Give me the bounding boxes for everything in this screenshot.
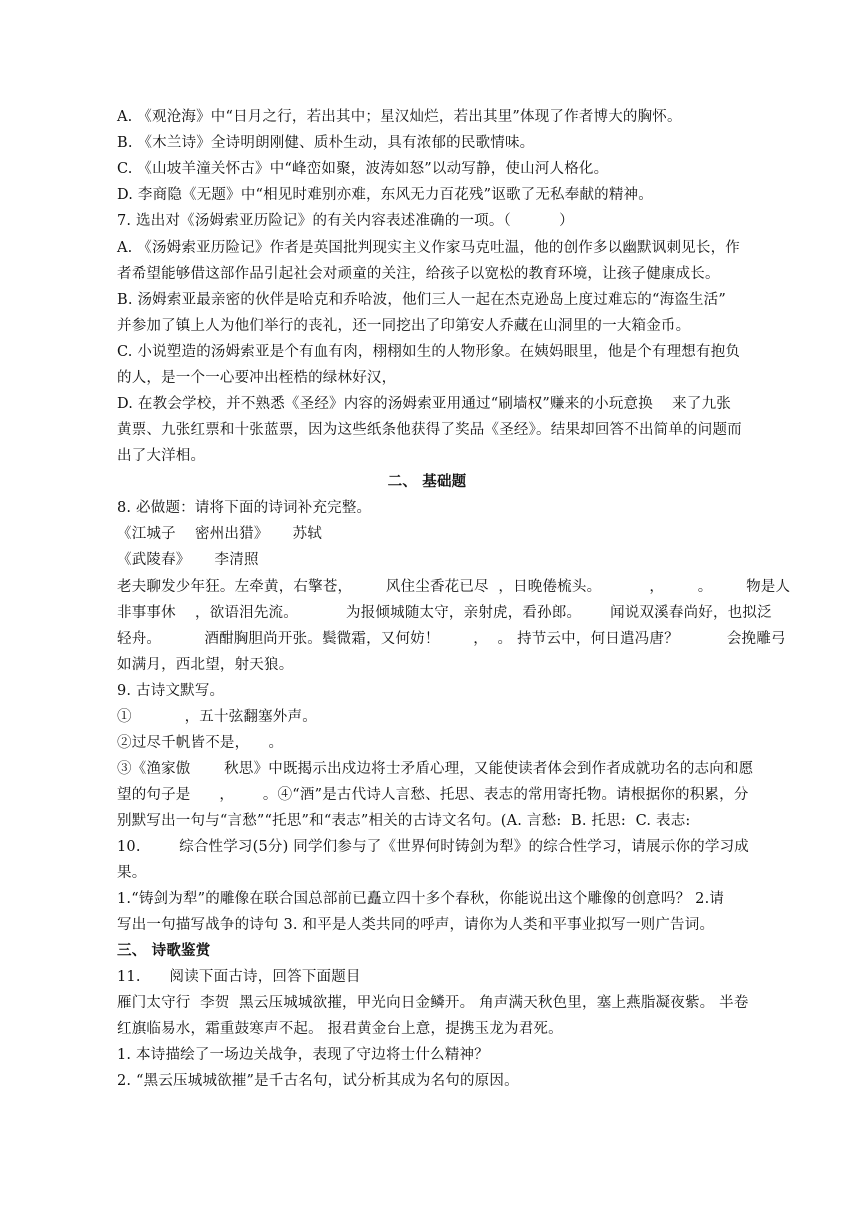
- q7-option-a-line1: A. 《汤姆索亚历险记》作者是英国批判现实主义作家马克吐温，他的创作多以幽默讽刺见长，作: [117, 240, 740, 256]
- q8-poem-title-1: 《江城子 密州出猎》 苏轼: [117, 526, 322, 542]
- q7-option-d-line3: 出了大洋相。: [117, 448, 206, 464]
- q8-text-line3: 轻舟。 酒酣胸胆尚开张。鬓微霜，又何妨！ ， 。 持节云中，何日遣冯唐？ 会挽雕弓: [117, 631, 786, 647]
- q6-option-c: C. 《山坡羊潼关怀古》中“峰峦如聚，波涛如怒”以动写静，使山河人格化。: [117, 161, 609, 177]
- q9-line3: ③《渔家傲 秋思》中既揭示出戍边将士矛盾心理，又能使读者体会到作者成就功名的志向和愿: [117, 761, 754, 777]
- q7-option-c-line1: C. 小说塑造的汤姆索亚是个有血有肉，栩栩如生的人物形象。在姨妈眼里，他是个有理想有抱负: [117, 344, 741, 360]
- q10-line1: 10. 综合性学习(5分) 同学们参与了《世界何时铸剑为犁》的综合性学习，请展示你的学习成: [117, 839, 749, 855]
- q10-line2: 果。: [117, 865, 147, 881]
- q8-text-line2: 非事事休 ，欲语泪先流。 为报倾城随太守，亲射虎，看孙郎。 闻说双溪春尚好，也拟泛: [117, 605, 772, 621]
- q6-option-b: B. 《木兰诗》全诗明朗刚健、质朴生动，具有浓郁的民歌情味。: [117, 135, 535, 151]
- q8-text-line4: 如满月，西北望，射天狼。: [117, 657, 294, 673]
- q8-text-line1: 老夫聊发少年狂。左牵黄，右擎苍， 风住尘香花已尽 ，日晚倦梳头。 ， 。 物是人: [117, 579, 791, 595]
- q9-stem: 9. 古诗文默写。: [117, 683, 225, 699]
- q7-option-d-line2: 黄票、九张红票和十张蓝票，因为这些纸条他获得了奖品《圣经》。结果却回答不出简单的问题而: [117, 422, 742, 438]
- q11-poem-line2: 红旗临易水，霜重鼓寒声不起。 报君黄金台上意，提携玉龙为君死。: [117, 1021, 563, 1037]
- section-2-heading: 二、 基础题: [387, 473, 467, 490]
- section-3-heading: 三、 诗歌鉴赏: [117, 942, 211, 959]
- q9-line5: 别默写出一句与“言愁”“托思”和“表志”相关的古诗文名句。(A. 言愁: B. 托思: C. 表志:: [117, 813, 691, 829]
- q10-line4: 写出一句描写战争的诗句 3. 和平是人类共同的呼声，请你为人类和平事业拟写一则广告词。: [117, 917, 715, 933]
- q9-line4: 望的句子是 ， 。④“酒”是古代诗人言愁、托思、表志的常用寄托物。请根据你的积累，分: [117, 787, 749, 803]
- q11-stem: 11. 阅读下面古诗，回答下面题目: [117, 969, 361, 985]
- q7-option-d-line1: D. 在教会学校，并不熟悉《圣经》内容的汤姆索亚用通过“刷墙权”赚来的小玩意换 来了九张: [117, 396, 731, 412]
- q11-poem-line1: 雁门太守行 李贺 黑云压城城欲摧，甲光向日金鳞开。 角声满天秋色里，塞上燕脂凝夜紫。 半卷: [117, 995, 749, 1011]
- q8-stem: 8. 必做题：请将下面的诗词补充完整。: [117, 500, 372, 516]
- q7-option-b-line1: B. 汤姆索亚最亲密的伙伴是哈克和乔哈波，他们三人一起在杰克逊岛上度过难忘的“海盗生活”: [117, 292, 726, 308]
- q11-subquestion-1: 1. 本诗描绘了一场边关战争，表现了守边将士什么精神？: [117, 1047, 489, 1063]
- q7-option-c-line2: 的人，是一个一心要冲出桎梏的绿林好汉，: [117, 370, 397, 386]
- q8-poem-title-2: 《武陵春》 李清照: [117, 552, 259, 568]
- q7-option-b-line2: 并参加了镇上人为他们举行的丧礼，还一同挖出了印第安人乔藏在山洞里的一大箱金币。: [117, 318, 691, 334]
- q6-option-d: D. 李商隐《无题》中“相见时难别亦难，东风无力百花残”讴歌了无私奉献的精神。: [117, 187, 653, 203]
- q7-option-a-line2: 者希望能够借这部作品引起社会对顽童的关注，给孩子以宽松的教育环境，让孩子健康成长。: [117, 266, 720, 282]
- q9-line2: ②过尽千帆皆不是， 。: [117, 735, 284, 751]
- q10-line3: 1.“铸剑为犁”的雕像在联合国总部前已矗立四十多个春秋，你能说出这个雕像的创意吗？ 2.请: [117, 891, 725, 907]
- q11-subquestion-2: 2. “黑云压城城欲摧”是千古名句，试分析其成为名句的原因。: [117, 1073, 519, 1089]
- q9-line1: ① ，五十弦翻塞外声。: [117, 709, 317, 725]
- q6-option-a: A. 《观沧海》中“日月之行，若出其中；星汉灿烂，若出其里”体现了作者博大的胸怀。: [117, 109, 682, 125]
- q7-stem: 7. 选出对《汤姆索亚历险记》的有关内容表述准确的一项。（ ）: [117, 213, 574, 229]
